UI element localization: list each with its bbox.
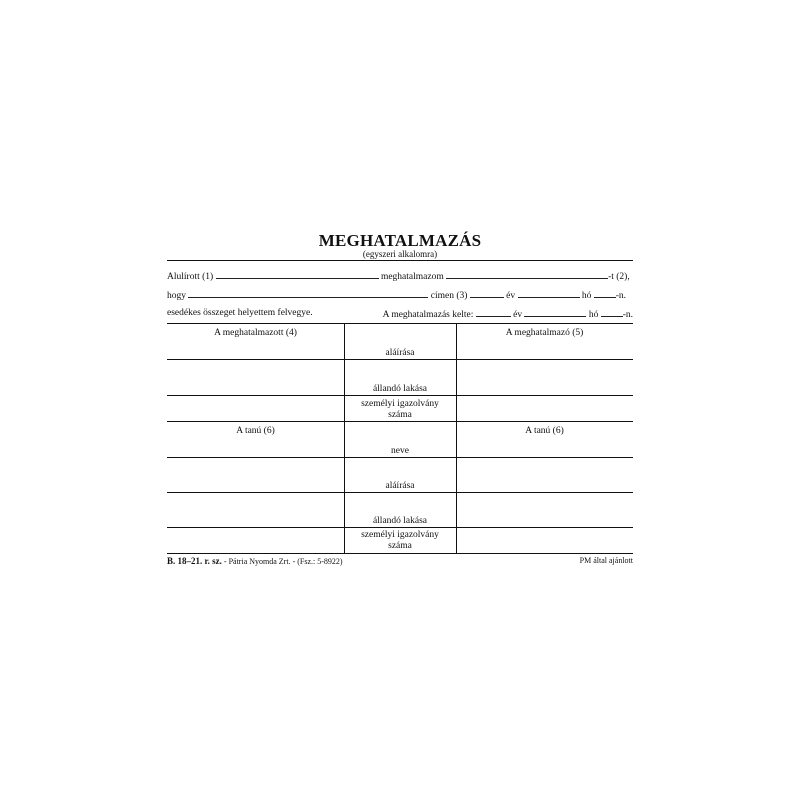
purpose-field[interactable] — [188, 289, 428, 298]
label-signature-2: aláírása — [385, 481, 415, 491]
alulirott-label: Alulírott (1) — [167, 272, 214, 282]
row1-line — [167, 270, 630, 282]
row3-right — [383, 308, 633, 320]
n-label-1: -n. — [615, 291, 627, 301]
table-top-rule — [167, 323, 633, 324]
month-field-2[interactable] — [524, 308, 586, 317]
ho-label-1: hó — [581, 291, 592, 301]
row-rule-6 — [167, 527, 633, 528]
meghatalmazom-label: meghatalmazom — [380, 272, 444, 282]
day-field-2[interactable] — [601, 308, 623, 317]
ev-label-2: év — [513, 310, 523, 320]
footer-recommended: PM által ajánlott — [579, 556, 633, 565]
row-rule-2 — [167, 395, 633, 396]
label-name: neve — [391, 446, 409, 456]
row-rule-3 — [167, 421, 633, 422]
header-witness-right: A tanú (6) — [525, 426, 564, 436]
title-divider — [167, 260, 633, 261]
kelte-label: A meghatalmazás kelte: — [382, 310, 474, 320]
row-rule-4 — [167, 457, 633, 458]
month-field-1[interactable] — [518, 289, 580, 298]
form-code: B. 18–21. r. sz. — [167, 556, 222, 566]
authorization-form — [167, 231, 633, 571]
label-id-1b: száma — [388, 410, 412, 420]
row-rule-1 — [167, 359, 633, 360]
row1-suffix: -t (2), — [608, 272, 630, 282]
footer-left — [167, 556, 343, 566]
principal-name-field[interactable] — [216, 270, 379, 279]
label-id-2a: személyi igazolvány — [361, 530, 439, 540]
label-address-1: állandó lakása — [372, 384, 428, 394]
form-title: MEGHATALMAZÁS — [318, 231, 482, 250]
header-witness-left: A tanú (6) — [236, 426, 275, 436]
label-signature-1: aláírása — [385, 348, 415, 358]
row2-line — [167, 289, 626, 301]
publisher-text: - Pátria Nyomda Zrt. - (Fsz.: 5-8922) — [221, 557, 343, 566]
header-agent: A meghatalmazott (4) — [214, 328, 297, 338]
year-field-2[interactable] — [476, 308, 511, 317]
esedekes-label: esedékes összeget helyettem felvegye. — [167, 308, 313, 318]
ho-label-2: hó — [588, 310, 599, 320]
form-subtitle: (egyszeri alkalomra) — [362, 249, 438, 259]
year-field-1[interactable] — [470, 289, 504, 298]
n-label-2: -n. — [622, 310, 633, 320]
label-address-2: állandó lakása — [372, 516, 428, 526]
cimen-label: címen (3) — [430, 291, 468, 301]
label-id-2b: száma — [388, 541, 412, 551]
agent-name-field[interactable] — [446, 270, 608, 279]
row-rule-5 — [167, 492, 633, 493]
label-id-1a: személyi igazolvány — [361, 399, 439, 409]
table-divider-right — [456, 323, 457, 554]
row3-left — [167, 308, 313, 318]
ev-label-1: év — [506, 291, 516, 301]
header-principal: A meghatalmazó (5) — [505, 328, 584, 338]
hogy-label: hogy — [167, 291, 186, 301]
table-bottom-rule — [167, 553, 633, 554]
day-field-1[interactable] — [594, 289, 616, 298]
